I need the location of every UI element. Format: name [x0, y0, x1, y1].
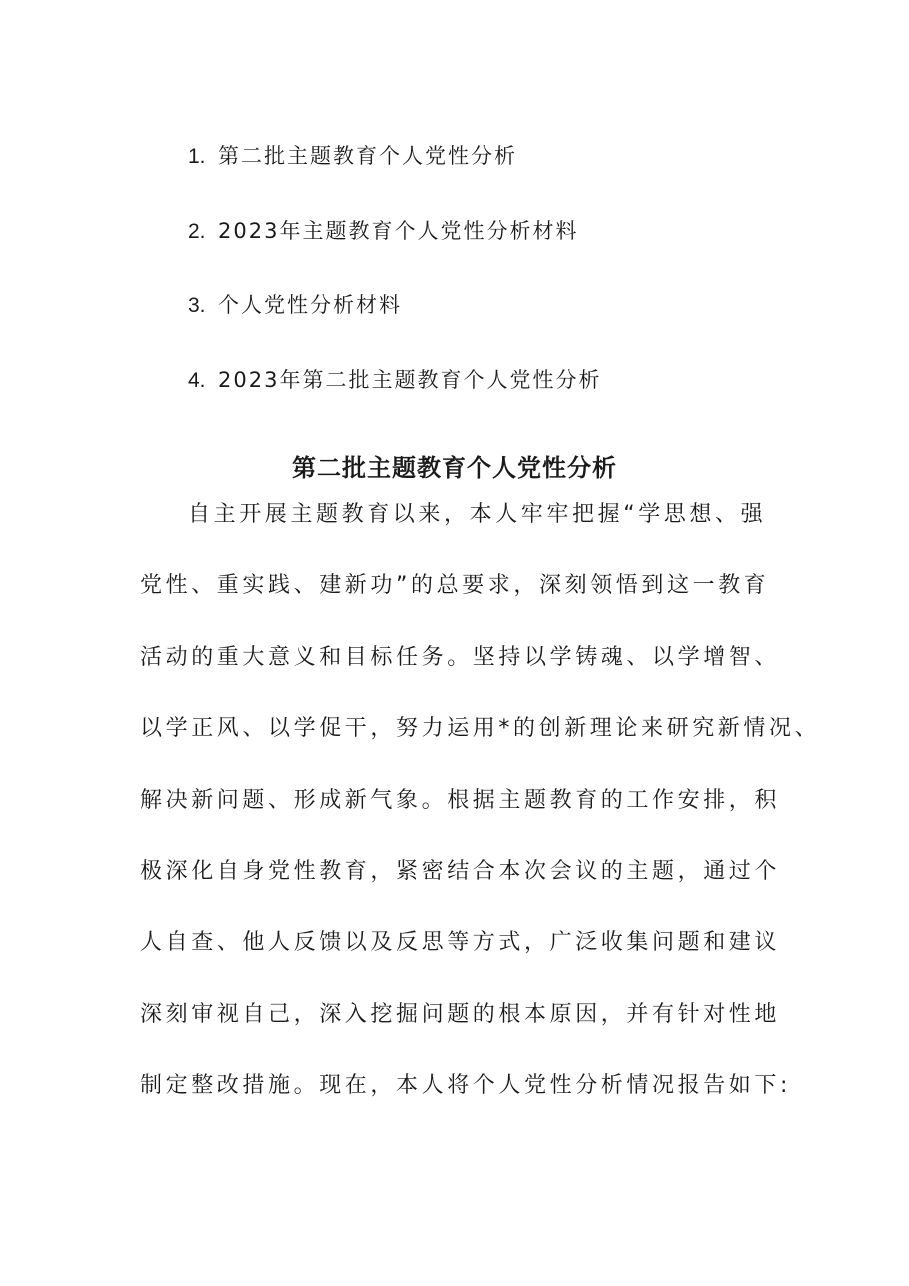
paragraph-line: 以学正风、以学促干，努力运用*的创新理论来研究新情况、	[140, 716, 821, 742]
toc-item-1	[188, 138, 601, 213]
toc-item-2	[188, 213, 601, 288]
toc-item-text: 第二批主题教育个人党性分析	[218, 144, 517, 168]
body-paragraph	[140, 495, 820, 1138]
paragraph-line: 深刻审视自己，深入挖掘问题的根本原因，并有针对性地	[140, 1001, 781, 1027]
toc-item-4	[188, 362, 601, 437]
toc-item-text: 2023年主题教育个人党性分析材料	[218, 218, 579, 243]
document-title: 第二批主题教育个人党性分析	[292, 453, 617, 483]
toc-item-text: 2023年第二批主题教育个人党性分析	[218, 368, 602, 393]
table-of-contents	[188, 138, 601, 437]
toc-item-number: 3.	[188, 294, 206, 318]
toc-item-3	[188, 287, 601, 362]
toc-item-number: 4.	[188, 369, 206, 393]
paragraph-line: 制定整改措施。现在，本人将个人党性分析情况报告如下:	[140, 1073, 792, 1099]
paragraph-line: 自主开展主题教育以来，本人牢牢把握“学思想、强	[188, 502, 767, 527]
paragraph-line: 解决新问题、形成新气象。根据主题教育的工作安排，积	[140, 787, 781, 813]
paragraph-line: 人自查、他人反馈以及反思等方式，广泛收集问题和建议	[140, 930, 781, 956]
toc-item-number: 2.	[188, 219, 206, 243]
paragraph-line: 党性、重实践、建新功”的总要求，深刻领悟到这一教育	[140, 573, 770, 599]
toc-item-number: 1.	[188, 145, 206, 168]
paragraph-line: 极深化自身党性教育，紧密结合本次会议的主题，通过个	[140, 858, 781, 884]
paragraph-line: 活动的重大意义和目标任务。坚持以学铸魂、以学增智、	[140, 644, 781, 670]
toc-item-text: 个人党性分析材料	[218, 293, 402, 318]
